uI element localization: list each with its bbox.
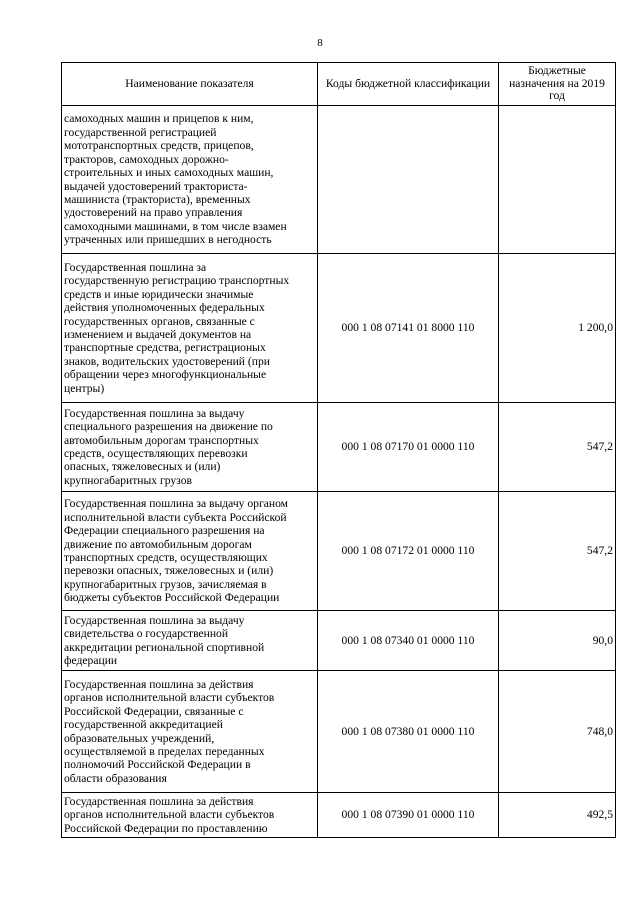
page-number: 8 (317, 37, 323, 49)
row-name-cell (62, 611, 318, 671)
row-name-line: транспортные средства, регистрационых (64, 341, 266, 355)
row-name-line: крупногабаритных грузов, зачисляемая в (64, 577, 267, 591)
row-value-cell: 547,2 (499, 492, 616, 611)
row-name-line: образовательных учреждений, (64, 731, 215, 745)
row-value-cell: 1 200,0 (499, 254, 616, 403)
row-name-cell (62, 492, 318, 611)
row-name-line: крупногабаритных грузов (64, 473, 192, 487)
table-row (62, 254, 616, 403)
row-name-line: государственных органов, связанные с (64, 314, 255, 328)
row-name-line: самоходных машин и прицепов к ним, (64, 112, 254, 126)
row-name-line: опасных, тяжеловесных и (или) (64, 460, 221, 474)
row-value-cell (499, 106, 616, 254)
row-name-line: Российской Федерации, связанные с (64, 704, 244, 718)
row-code-cell: 000 1 08 07141 01 8000 110 (318, 254, 499, 403)
row-name-line: изменением и выдачей документов на (64, 328, 252, 341)
row-value-cell: 492,5 (499, 793, 616, 838)
row-code-cell: 000 1 08 07172 01 0000 110 (318, 492, 499, 611)
row-name-line: мототранспортных средств, прицепов, (64, 139, 254, 153)
row-value-cell: 90,0 (499, 611, 616, 671)
row-name-line: транспортных средств, осуществляющих (64, 551, 268, 564)
row-name-line: движение по автомобильным дорогам (64, 537, 252, 551)
column-header-code: Коды бюджетной классификации (318, 63, 499, 106)
row-name-line: машиниста (тракториста), временных (64, 192, 251, 206)
table-row (62, 492, 616, 611)
header-row (62, 63, 616, 106)
row-name-line: средств и иные юридически значимые (64, 287, 254, 301)
row-name-line: перевозки опасных, тяжеловесных и (или) (64, 564, 274, 578)
row-name-line: исполнительной власти субъекта Российской (64, 510, 287, 524)
row-name-line: тракторов, самоходных дорожно- (64, 152, 229, 166)
row-name-line: бюджеты субъектов Российской Федерации (64, 591, 280, 605)
row-name-cell (62, 793, 318, 838)
row-name-cell (62, 106, 318, 254)
row-name-line: знаков, водительских удостоверений (при (64, 354, 270, 368)
row-name-line: утраченных или пришедших в негодность (64, 233, 272, 247)
row-name-line: Государственная пошлина за (64, 260, 207, 274)
table-row (62, 793, 616, 838)
budget-table (61, 62, 616, 838)
row-name-line: автомобильным дорогам транспортных (64, 433, 259, 447)
row-name-line: Российской Федерации по проставлению (64, 821, 268, 835)
column-header-name: Наименование показателя (62, 63, 318, 106)
row-name-cell (62, 254, 318, 403)
row-name-line: действия уполномоченных федеральных (64, 301, 265, 315)
table-row (62, 106, 616, 254)
row-code-cell: 000 1 08 07380 01 0000 110 (318, 671, 499, 793)
row-code-cell: 000 1 08 07170 01 0000 110 (318, 403, 499, 492)
row-name-line: аккредитации региональной спортивной (64, 640, 265, 654)
row-code-cell: 000 1 08 07340 01 0000 110 (318, 611, 499, 671)
row-name-line: осуществляемой в пределах переданных (64, 744, 265, 758)
row-name-line: центры) (64, 381, 105, 395)
row-name-line: Государственная пошлина за действия (64, 677, 254, 691)
row-code-cell (318, 106, 499, 254)
table-row (62, 671, 616, 793)
row-name-line: органов исполнительной власти субъектов (64, 691, 275, 705)
row-code-cell: 000 1 08 07390 01 0000 110 (318, 793, 499, 838)
column-header-value: Бюджетные назначения на 2019 год (499, 63, 616, 106)
row-name-line: федерации (64, 653, 118, 667)
row-name-line: органов исполнительной власти субъектов (64, 808, 275, 822)
row-value-cell: 547,2 (499, 403, 616, 492)
table-body (62, 106, 616, 838)
row-name-line: средств, осуществляющих перевозки (64, 447, 248, 460)
row-name-cell (62, 403, 318, 492)
row-name-line: свидетельства о государственной (64, 627, 229, 641)
table-row (62, 611, 616, 671)
row-name-line: области образования (64, 771, 167, 785)
table-row (62, 403, 616, 492)
row-name-line: государственную регистрацию транспортных (64, 274, 290, 288)
row-name-line: Государственная пошлина за выдачу (64, 406, 245, 420)
row-name-line: обращении через многофункциональные (64, 368, 267, 382)
row-name-line: строительных и иных самоходных машин, (64, 166, 274, 180)
table-header (62, 63, 616, 106)
row-name-line: Государственная пошлина за выдачу (64, 613, 245, 627)
row-name-line: государственной аккредитацией (64, 718, 223, 732)
row-name-line: самоходными машинами, в том числе взамен (64, 219, 287, 233)
row-name-line: удостоверений на право управления (64, 206, 243, 220)
row-name-line: Государственная пошлина за действия (64, 794, 254, 808)
row-name-line: государственной регистрацией (64, 125, 217, 139)
row-name-line: выдачей удостоверений тракториста- (64, 179, 248, 193)
row-name-line: специального разрешения на движение по (64, 420, 273, 434)
row-name-cell (62, 671, 318, 793)
row-value-cell: 748,0 (499, 671, 616, 793)
row-name-line: Федерации специального разрешения на (64, 524, 265, 538)
row-name-line: полномочий Российской Федерации в (64, 758, 251, 772)
row-name-line: Государственная пошлина за выдачу органом (64, 497, 288, 511)
